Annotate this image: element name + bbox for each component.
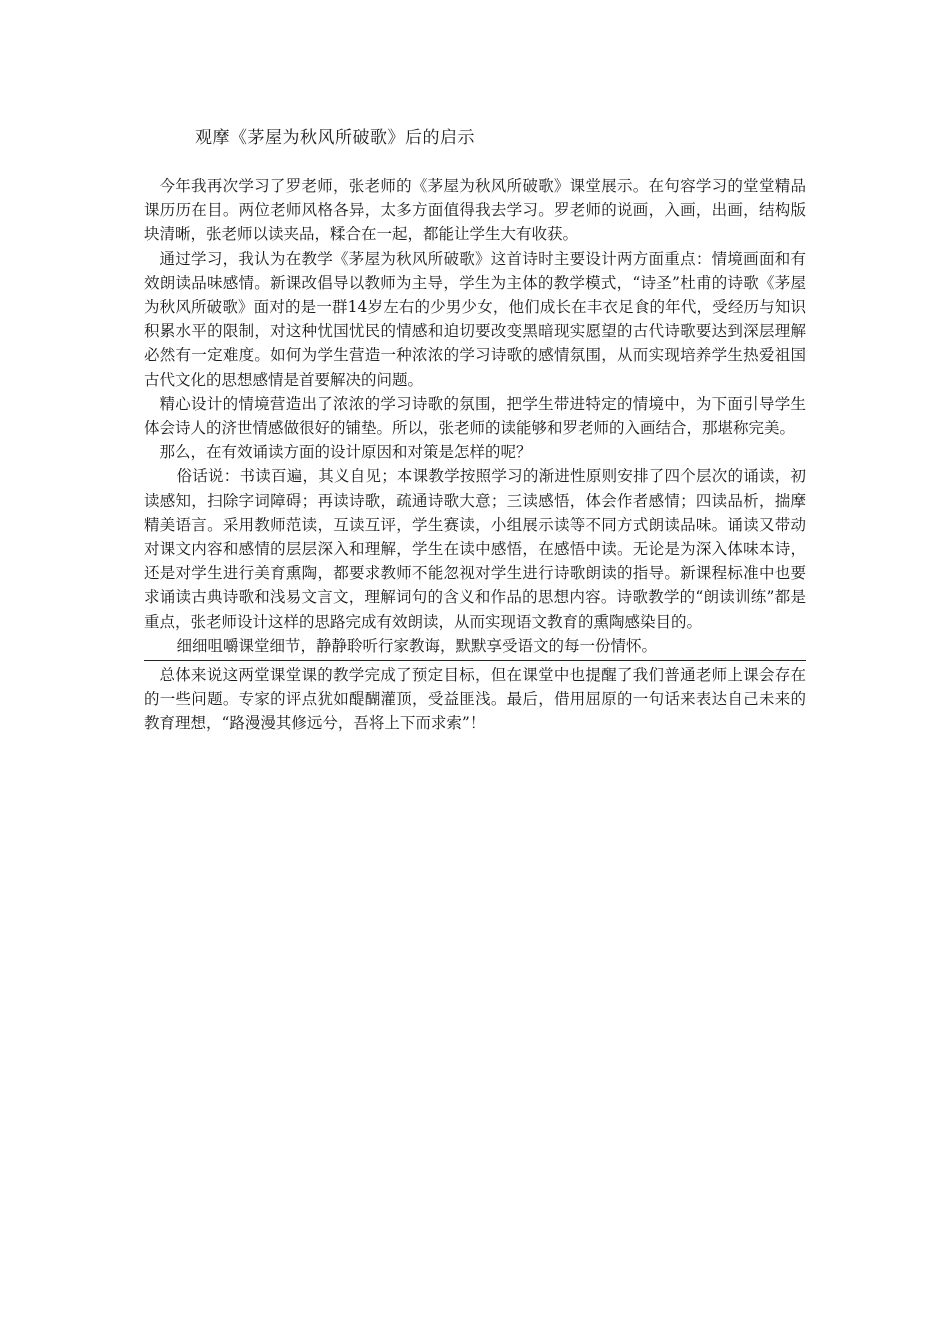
horizontal-rule [144, 660, 806, 661]
paragraph-5: 俗话说：书读百遍，其义自见；本课教学按照学习的渐进性原则安排了四个层次的诵读，初读感知，扫除字词障碍；再读诗歌，疏通诗歌大意；三读感悟，体会作者感情；四读品析，揣摩精美语言。采用教师范读，互读互评，学生赛读，小组展示读等不同方式朗读品味。诵读又带动对课文内容和感情的层层深入和理解，学生在读中感悟，在感悟中读。无论是为深入体味本诗，还是对学生进行美育熏陶，都要求教师不能忽视对学生进行诗歌朗读的指导。新课程标准中也要求诵读古典诗歌和浅易文言文，理解词句的含义和作品的思想内容。诗歌教学的“朗读训练”都是重点，张老师设计这样的思路完成有效朗读，从而实现语文教育的熏陶感染目的。 [144, 467, 806, 631]
paragraph-4: 那么，在有效诵读方面的设计原因和对策是怎样的呢？ [159, 443, 532, 462]
paragraph-2: 通过学习，我认为在教学《茅屋为秋风所破歌》这首诗时主要设计两方面重点：情境画面和有效朗读品味感情。新课改倡导以教师为主导，学生为主体的教学模式，“诗圣”杜甫的诗歌《茅屋为秋风所破歌》面对的是一群14岁左右的少男少女，他们成长在丰衣足食的年代，受经历与知识积累水平的限制，对这种忧国忧民的情感和迫切要改变黑暗现实愿望的古代诗歌要达到深层理解必然有一定难度。如何为学生营造一种浓浓的学习诗歌的感情氛围，从而实现培养学生热爱祖国古代文化的思想感情是首要解决的问题。 [144, 249, 806, 389]
paragraph-1: 今年我再次学习了罗老师，张老师的《茅屋为秋风所破歌》课堂展示。在句容学习的堂堂精品课历历在目。两位老师风格各异，太多方面值得我去学习。罗老师的说画，入画，出画，结构版块清晰，张老师以读夹品，糅合在一起，都能让学生大有收获。 [144, 177, 806, 244]
document-title: 观摩《茅屋为秋风所破歌》后的启示 [195, 128, 475, 148]
paragraph-3: 精心设计的情境营造出了浓浓的学习诗歌的氛围，把学生带进特定的情境中，为下面引导学生体会诗人的济世情感做很好的铺垫。所以，张老师的读能够和罗老师的入画结合，那堪称完美。 [144, 394, 806, 438]
paragraph-7: 总体来说这两堂课堂课的教学完成了预定目标，但在课堂中也提醒了我们普通老师上课会存在的一些问题。专家的评点犹如醍醐灌顶，受益匪浅。最后，借用屈原的一句话来表达自己未来的教育理想，“路漫漫其修远兮，吾将上下而求索”！ [144, 666, 806, 733]
document-body [144, 174, 806, 736]
paragraph-6: 细细咀嚼课堂细节，静静聆听行家教诲，默默享受语文的每一份情怀。 [176, 636, 658, 655]
